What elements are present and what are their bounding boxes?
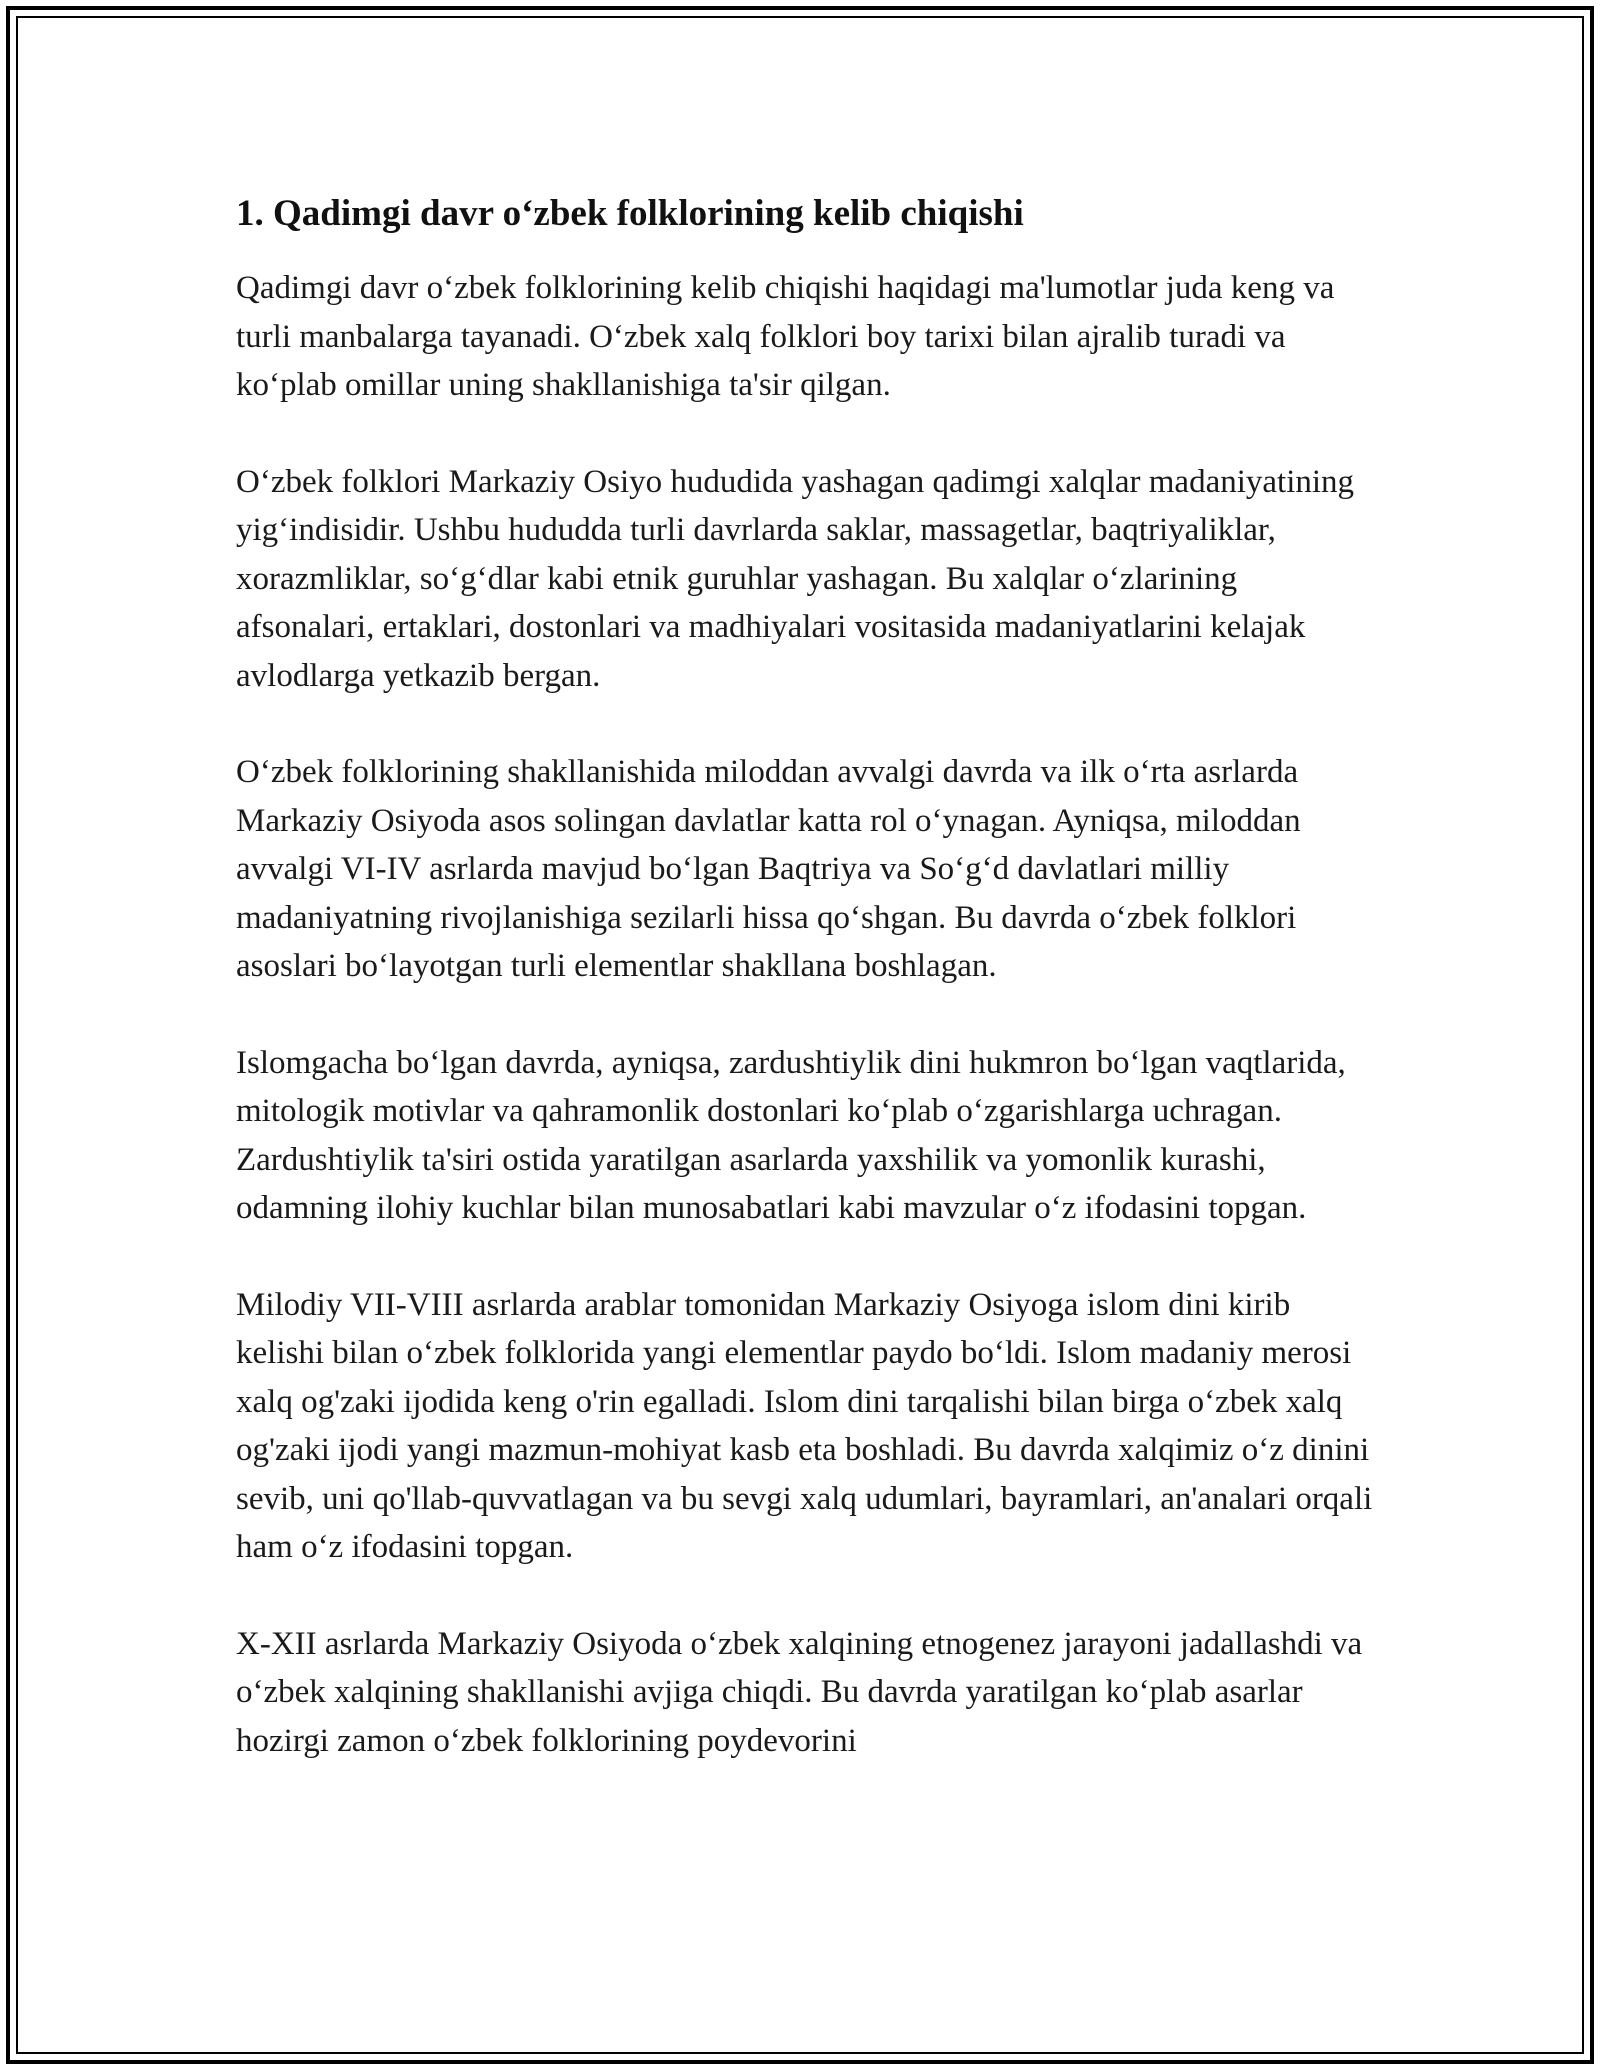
paragraph-6: X-XII asrlarda Markaziy Osiyoda o‘zbek xalqining etnogenez jarayoni jadallashdi va o‘zbek xalqining shakllanishi avjiga chiqdi. Bu davrda yaratilgan ko‘plab asarlar hozirgi zamon o‘zbek folklorining poydevorini: [236, 1625, 1363, 1759]
paragraph-5: Milodiy VII-VIII asrlarda arablar tomonidan Markaziy Osiyoga islom dini kirib kelishi bilan o‘zbek folklorida yangi elementlar paydo bo‘ldi. Islom madaniy merosi xalq og'zaki ijodida keng o'rin egalladi. Islom dini tarqalishi bilan birga o‘zbek xalq og'zaki ijodi yangi mazmun-mohiyat kasb eta boshladi. Bu davrda xalqimiz o‘z dinini sevib, uni qo'llab-quvvatlagan va bu sevgi xalq udumlari, bayramlari, an'analari orqali ham o‘z ifodasini topgan.: [236, 1286, 1373, 1565]
paragraph-2: O‘zbek folklori Markaziy Osiyo hududida yashagan qadimgi xalqlar madaniyatining yig‘indisidir. Ushbu hududda turli davrlarda saklar, massagetlar, baqtriyaliklar, xorazmliklar, so‘g‘dlar kabi etnik guruhlar yashagan. Bu xalqlar o‘zlarining afsonalari, ertaklari, dostonlari va madhiyalari vositasida madaniyatlarini kelajak avlodlarga yetkazib bergan.: [236, 463, 1355, 694]
document-body: [236, 186, 1376, 1765]
section-heading: 1. Qadimgi davr o‘zbek folklorining kelib chiqishi: [236, 193, 1024, 234]
paragraph-3: O‘zbek folklorining shakllanishida miloddan avvalgi davrda va ilk o‘rta asrlarda Markaziy Osiyoda asos solingan davlatlar katta rol o‘ynagan. Ayniqsa, miloddan avvalgi VI-IV asrlarda mavjud bo‘lgan Baqtriya va So‘g‘d davlatlari milliy madaniyatning rivojlanishiga sezilarli hissa qo‘shgan. Bu davrda o‘zbek folklori asoslari bo‘layotgan turli elementlar shakllana boshlagan.: [236, 754, 1301, 984]
paragraph-4: Islomgacha bo‘lgan davrda, ayniqsa, zardushtiylik dini hukmron bo‘lgan vaqtlarida, mitologik motivlar va qahramonlik dostonlari ko‘plab o‘zgarishlarga uchragan. Zardushtiylik ta'siri ostida yaratilgan asarlarda yaxshilik va yomonlik kurashi, odamning ilohiy kuchlar bilan munosabatlari kabi mavzular o‘z ifodasini topgan.: [236, 1044, 1346, 1226]
paragraph-1: Qadimgi davr o‘zbek folklorining kelib chiqishi haqidagi ma'lumotlar juda keng va turli manbalarga tayanadi. O‘zbek xalq folklori boy tarixi bilan ajralib turadi va ko‘plab omillar uning shakllanishiga ta'sir qilgan.: [236, 270, 1335, 403]
